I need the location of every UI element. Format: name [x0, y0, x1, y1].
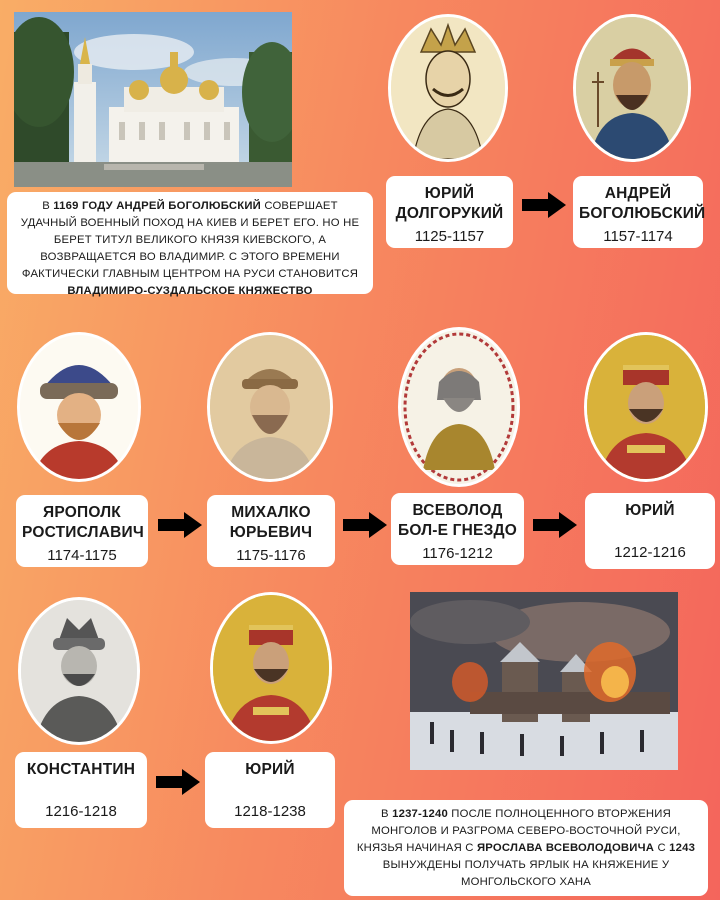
note-highlight: ЯРОСЛАВА ВСЕВОЛОДОВИЧА: [476, 842, 655, 854]
portrait-konstantin: [18, 597, 140, 745]
ruler-years: 1125-1157: [414, 228, 485, 245]
ruler-years: 1175-1176: [236, 547, 306, 564]
portrait-yuri-dolgoruky: [388, 14, 508, 162]
portrait-andrey-bogolyubsky: [573, 14, 691, 162]
portrait-yuri-1212: [584, 332, 708, 482]
ruler-name: ЮРИЙ: [245, 761, 295, 778]
ruler-card-andrey-bogolyubsky: [573, 176, 706, 248]
note-mongol-yarlyk: В 1237-1240 ПОСЛЕ ПОЛНОЦЕННОГО ВТОРЖЕНИЯ МОНГОЛОВ И РАЗГРОМА СЕВЕРО-ВОСТОЧНОЙ РУСИ, КНЯЗЬЯ НАЧИНАЯ С ЯРОСЛАВА ВСЕВОЛОДОВИЧА С 1243 ВЫНУЖДЕНЫ ПОЛУЧАТЬ ЯРЛЫК НА КНЯЖЕНИЕ У МОНГОЛЬСКОГО ХАНА: [344, 800, 708, 896]
note-vladimir-suzdal: В 1169 ГОДУ АНДРЕЙ БОГОЛЮБСКИЙ СОВЕРШАЕТ УДАЧНЫЙ ВОЕННЫЙ ПОХОД НА КИЕВ И БЕРЕТ ЕГО. НО НЕ БЕРЕТ ТИТУЛ ВЕЛИКОГО КНЯЗЯ КИЕВСКОГО, А ВОЗВРАЩАЕТСЯ ВО ВЛАДИМИР. С ЭТОГО ВРЕМЕНИ ФАКТИЧЕСКИ ГЛАВНЫМ ЦЕНТРОМ НА РУСИ СТАНОВИТСЯ ВЛАДИМИРО-СУЗДАЛЬСКОЕ КНЯЖЕСТВО: [7, 192, 373, 294]
ruler-card-yuri-1218: [205, 752, 335, 828]
ruler-years: 1218-1238: [234, 803, 306, 820]
ruler-card-vsevolod-big-nest: [391, 493, 524, 565]
ruler-name: ЮРИЙ ДОЛГОРУКИЙ: [395, 185, 504, 222]
ruler-card-yuri-dolgoruky: [386, 176, 513, 248]
right-arrow-icon: [158, 512, 202, 538]
right-arrow-icon: [522, 192, 566, 218]
note-highlight: 1169 ГОДУ АНДРЕЙ БОГОЛЮБСКИЙ: [53, 200, 261, 212]
note-highlight: 1243: [669, 842, 696, 854]
portrait-yuri-1218: [210, 592, 332, 744]
right-arrow-icon: [156, 769, 200, 795]
note-highlight: ВЛАДИМИРО-СУЗДАЛЬСКОЕ КНЯЖЕСТВО: [67, 285, 313, 297]
ruler-name: МИХАЛКО ЮРЬЕВИЧ: [229, 504, 313, 541]
note-highlight: 1237-1240: [392, 808, 448, 820]
ruler-card-mikhalko-yurievich: [207, 495, 335, 567]
ruler-name: АНДРЕЙ БОГОЛЮБСКИЙ: [579, 185, 706, 222]
ruler-years: 1176-1212: [422, 545, 493, 562]
ruler-name: КОНСТАНТИН: [26, 761, 136, 778]
ruler-name: ЮРИЙ: [625, 502, 675, 519]
ruler-card-yaropolk-rostislavich: [16, 495, 148, 567]
cathedral-photo: [14, 12, 292, 187]
ruler-years: 1216-1218: [45, 803, 117, 820]
portrait-yaropolk-rostislavich: [17, 332, 141, 482]
ruler-years: 1157-1174: [603, 228, 673, 245]
portrait-mikhalko-yurievich: [207, 332, 333, 482]
ruler-card-konstantin: [15, 752, 147, 828]
right-arrow-icon: [343, 512, 387, 538]
portrait-vsevolod-big-nest: [398, 327, 520, 487]
ruler-card-yuri-1212: [585, 493, 715, 569]
ruler-years: 1212-1216: [614, 544, 686, 561]
ruler-name: ВСЕВОЛОД БОЛ-Е ГНЕЗДО: [397, 502, 518, 539]
mongol-invasion-painting: [410, 592, 678, 770]
ruler-years: 1174-1175: [47, 547, 117, 564]
ruler-name: ЯРОПОЛК РОСТИСЛАВИЧ: [22, 504, 144, 541]
right-arrow-icon: [533, 512, 577, 538]
